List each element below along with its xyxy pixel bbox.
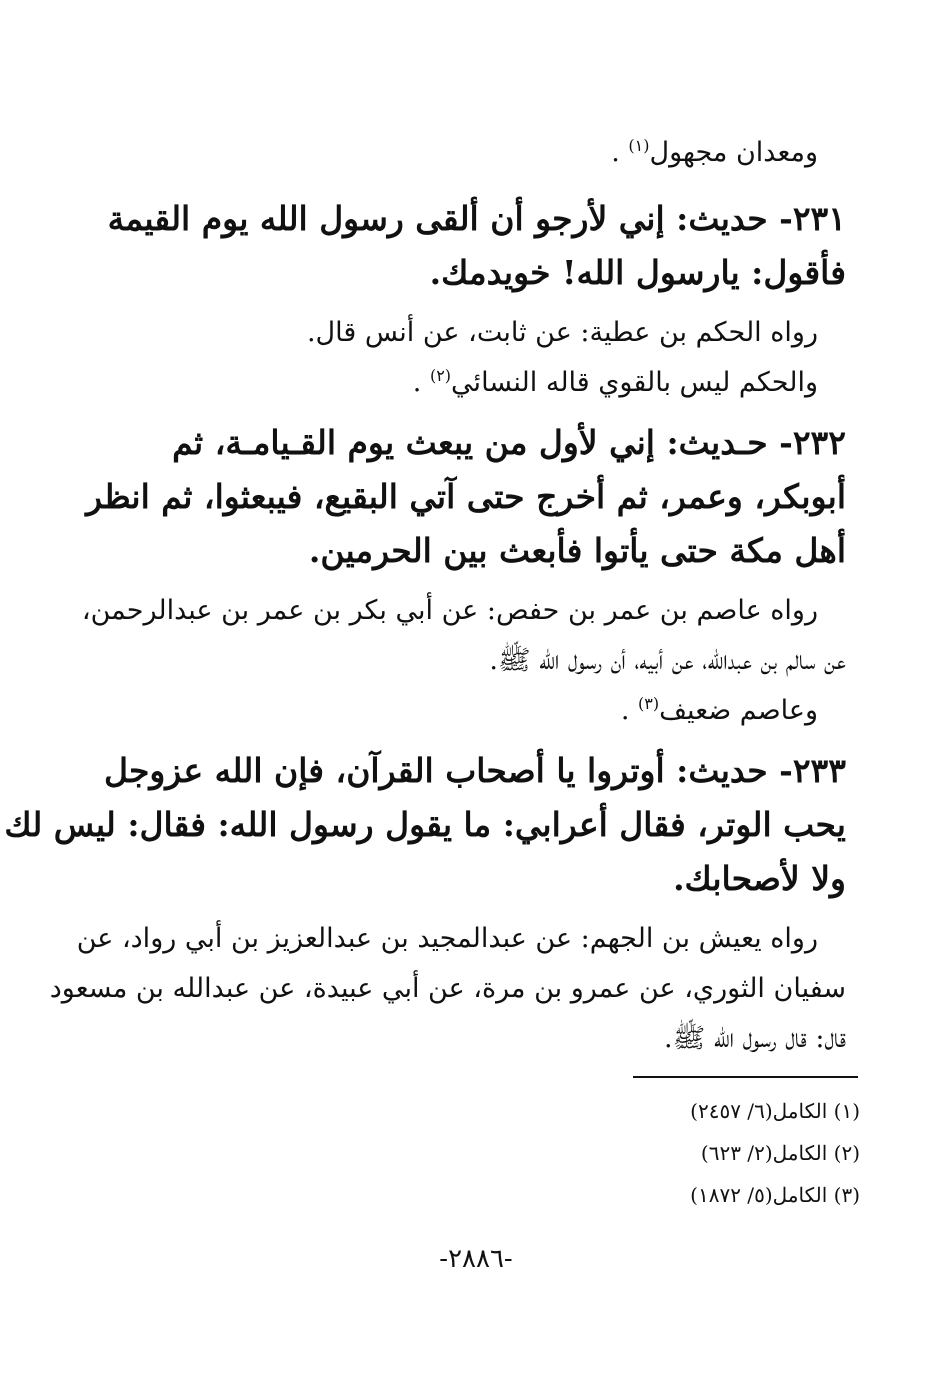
hadith-232-grading-text: وعاصم ضعيف xyxy=(659,695,818,726)
hadith-231-line-1: ٢٣١- حديث: إني لأرجو أن ألقى رسول الله يوم القيمة xyxy=(107,199,846,238)
footnote-ref-3: (٣) xyxy=(638,694,660,713)
hadith-233-narration-1: رواه يعيش بن الجهم: عن عبدالمجيد بن عبدالعزيز بن أبي رواد، عن xyxy=(76,923,818,954)
hadith-232 xyxy=(86,416,846,578)
footnote-1: (١) الكامل(٦/ ٢٤٥٧) xyxy=(690,1099,860,1123)
intro-line xyxy=(90,128,846,178)
hadith-232-grading xyxy=(90,686,846,736)
footnote-2: (٢) الكامل(٢/ ٦٢٣) xyxy=(700,1141,860,1165)
hadith-232-line-3: أهل مكة حتى يأتوا فأبعث بين الحرمين. xyxy=(308,531,846,570)
hadith-231-narration: رواه الحكم بن عطية: عن ثابت، عن أنس قال. xyxy=(306,317,818,348)
hadith-231-line-2: فأقول: يارسول الله! خويدمك. xyxy=(429,253,846,292)
hadith-233-narration-2: سفيان الثوري، عن عمرو بن مرة، عن أبي عبيدة، عن عبدالله بن مسعود xyxy=(49,973,846,1004)
hadith-232-line-1: ٢٣٢- حـديث: إني لأول من يبعث يوم القـيامـة، ثم xyxy=(172,423,846,462)
footnote-3: (٣) الكامل(٥/ ١٨٧٢) xyxy=(690,1183,860,1207)
footnote-ref-2: (٢) xyxy=(429,366,452,385)
hadith-232-grading-end: . xyxy=(620,695,638,726)
hadith-233-narration-3: قال: قال رسول الله ﷺ. xyxy=(664,1023,846,1054)
hadith-231-grading xyxy=(90,358,846,408)
hadith-231-grading-end: . xyxy=(412,367,430,398)
intro-end: . xyxy=(611,137,629,168)
page-body xyxy=(4,128,846,1064)
hadith-233-line-1: ٢٣٣- حديث: أوتروا يا أصحاب القرآن، فإن الله عزوجل xyxy=(103,751,846,790)
intro-text: ومعدان مجهول xyxy=(649,137,818,168)
page-number: -٢٨٨٦- xyxy=(439,1244,513,1274)
footnote-divider xyxy=(633,1076,858,1078)
hadith-233-line-3: ولا لأصحابك. xyxy=(673,859,846,898)
hadith-232-narration-1: رواه عاصم بن عمر بن حفص: عن أبي بكر بن عمر بن عبدالرحمن، xyxy=(81,595,818,626)
hadith-233 xyxy=(4,744,846,906)
hadith-231-grading-text: والحكم ليس بالقوي قاله النسائي xyxy=(451,367,818,398)
hadith-232-line-2: أبوبكر، وعمر، ثم أخرج حتى آتي البقيع، فيبعثوا، ثم انظر xyxy=(86,477,846,516)
footnotes xyxy=(560,1090,860,1216)
hadith-231 xyxy=(90,192,846,300)
hadith-232-narration-2: عن سالم بن عبدالله، عن أبيه، أن رسول الله ﷺ. xyxy=(489,645,846,676)
hadith-233-line-2: يحب الوتر، فقال أعرابي: ما يقول رسول الله: فقال: ليس لك xyxy=(4,805,846,844)
footnote-ref-1: (١) xyxy=(628,136,650,155)
